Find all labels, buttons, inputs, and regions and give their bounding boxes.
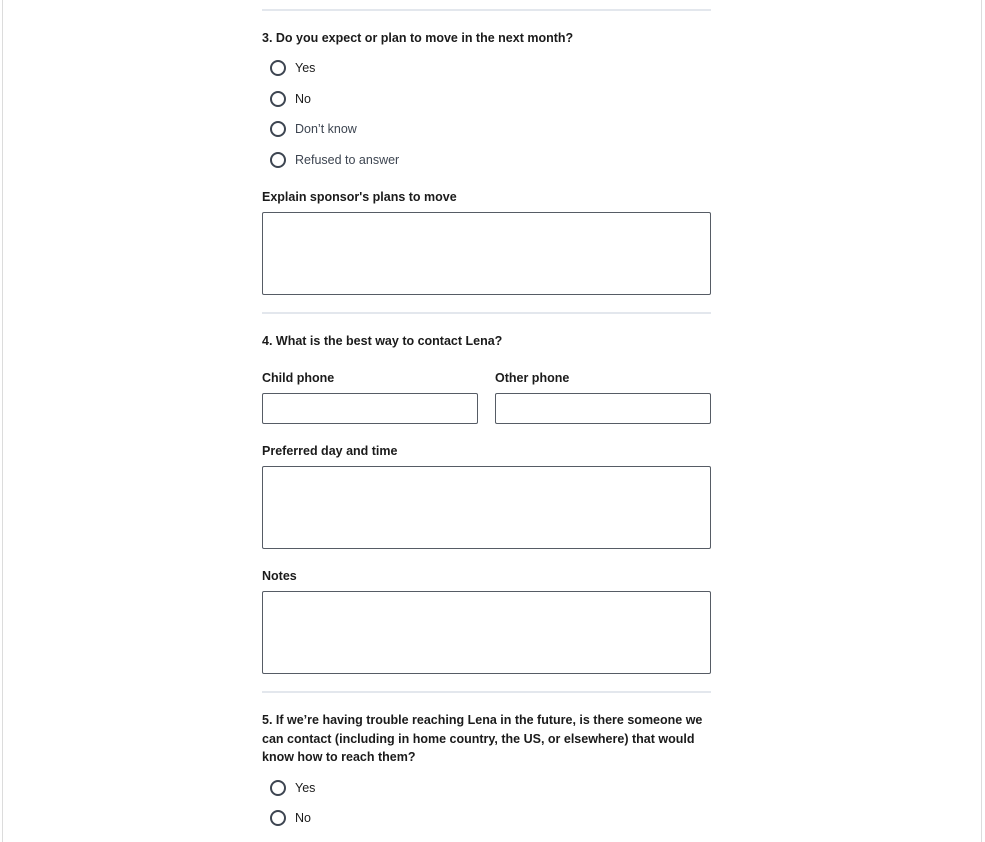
question-5-title: 5. If we’re having trouble reaching Lena in the future, is there someone we can contact (including in home country, the US, or elsewhere) that would know how to reach them?: [262, 713, 703, 764]
radio-circle-icon: [270, 91, 286, 107]
child-phone-label: Child phone: [262, 371, 335, 385]
q3-option-refused[interactable]: [270, 151, 399, 169]
divider: [262, 312, 711, 314]
radio-circle-icon: [270, 121, 286, 137]
radio-circle-icon: [270, 152, 286, 168]
divider: [262, 691, 711, 693]
explain-label: Explain sponsor's plans to move: [262, 190, 457, 204]
question-4-title: 4. What is the best way to contact Lena?: [262, 334, 503, 348]
radio-label: No: [295, 811, 311, 825]
q3-option-no[interactable]: [270, 90, 311, 108]
divider: [262, 9, 711, 11]
notes-label: Notes: [262, 569, 297, 583]
radio-label: Yes: [295, 61, 316, 75]
child-phone-input[interactable]: [262, 393, 478, 424]
explain-textarea[interactable]: [262, 212, 711, 295]
notes-textarea[interactable]: [262, 591, 711, 674]
radio-label: Refused to answer: [295, 153, 400, 167]
preferred-time-label: Preferred day and time: [262, 444, 398, 458]
radio-label: No: [295, 92, 311, 106]
radio-label: Yes: [295, 781, 316, 795]
radio-circle-icon: [270, 810, 286, 826]
q5-option-no[interactable]: [270, 809, 311, 827]
q5-option-yes[interactable]: [270, 779, 315, 797]
preferred-time-textarea[interactable]: [262, 466, 711, 549]
question-3-title: 3. Do you expect or plan to move in the next month?: [262, 31, 574, 45]
other-phone-input[interactable]: [495, 393, 711, 424]
radio-label: Don’t know: [295, 122, 357, 136]
radio-circle-icon: [270, 60, 286, 76]
radio-circle-icon: [270, 780, 286, 796]
other-phone-label: Other phone: [495, 371, 570, 385]
q3-option-dont-know[interactable]: [270, 120, 357, 138]
q3-option-yes[interactable]: [270, 59, 315, 77]
